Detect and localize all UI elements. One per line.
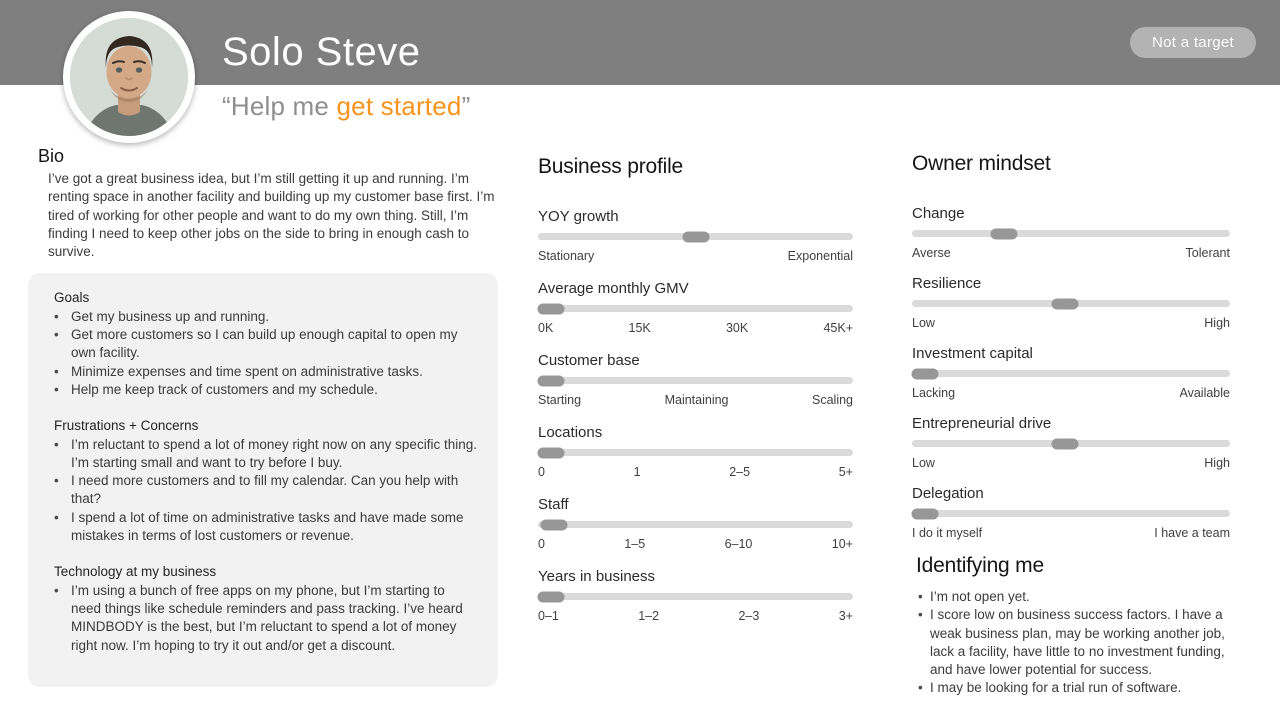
bullet-text: Help me keep track of customers and my schedule.	[71, 381, 378, 397]
slider-scale	[538, 320, 853, 336]
slider-label: Investment capital	[912, 345, 1033, 362]
slider-handle[interactable]	[1051, 438, 1078, 449]
bullet-item	[54, 308, 478, 326]
slider-scale-label: Stationary	[538, 249, 595, 263]
bullet-icon: •	[54, 327, 59, 343]
slider-label: Staff	[538, 496, 569, 513]
slider-scale-label: 0	[538, 465, 545, 479]
slider-scale-label: 2–3	[738, 609, 760, 623]
persona-detail-section	[54, 563, 478, 654]
slider-handle[interactable]	[682, 231, 709, 242]
slider-scale-label: Available	[1179, 386, 1230, 400]
slider-handle[interactable]	[991, 228, 1018, 239]
slider-track[interactable]	[912, 440, 1230, 447]
avatar-photo	[70, 18, 188, 136]
owner-mindset-sliders	[912, 204, 1230, 541]
bio-column	[28, 146, 498, 687]
bullet-item	[912, 588, 1248, 606]
slider-label: Resilience	[912, 275, 982, 292]
slider-scale-label: High	[1204, 456, 1230, 470]
slider-handle[interactable]	[537, 591, 564, 602]
slider-scale	[538, 536, 853, 552]
slider-track[interactable]	[538, 305, 853, 312]
bullet-text: I need more customers and to fill my calendar. Can you help with that?	[71, 473, 459, 507]
persona-detail-section	[54, 417, 478, 545]
slider-track[interactable]	[912, 510, 1230, 517]
slider-group	[538, 495, 853, 552]
slider-track[interactable]	[538, 233, 853, 240]
slider-label: Entrepreneurial drive	[912, 415, 1052, 432]
bullet-text: I score low on business success factors. I have a weak business plan, may be working another job, lack a facility, have little to no investment funding, and have lower potential for success.	[930, 607, 1225, 678]
persona-detail-section	[54, 289, 478, 399]
slider-scale	[912, 385, 1230, 401]
slider-scale-label: 3+	[838, 609, 853, 623]
slider-scale-label: High	[1204, 316, 1230, 330]
bullet-text: I’m reluctant to spend a lot of money right now on any specific thing. I’m starting small and want to try before I buy.	[71, 436, 477, 470]
slider-scale-label: Maintaining	[664, 393, 729, 407]
slider-group	[538, 423, 853, 480]
slider-scale-label: Scaling	[812, 393, 853, 407]
slider-scale-label: 1–5	[624, 537, 646, 551]
not-a-target-badge[interactable]: Not a target	[1130, 27, 1256, 58]
slider-handle[interactable]	[540, 519, 567, 530]
bullet-item	[54, 582, 478, 655]
slider-track[interactable]	[538, 521, 853, 528]
slider-scale-label: 30K	[725, 321, 749, 335]
bullet-text: Get my business up and running.	[71, 308, 270, 324]
bullet-icon: •	[54, 308, 59, 324]
slider-scale-label: Exponential	[787, 249, 853, 263]
slider-track[interactable]	[912, 370, 1230, 377]
slider-scale-label: 45K+	[823, 321, 853, 335]
slider-scale-label: 2–5	[729, 465, 751, 479]
slider-scale	[538, 248, 853, 264]
bullet-item	[912, 606, 1248, 679]
bullet-icon: •	[54, 582, 59, 598]
slider-group	[538, 279, 853, 336]
bullet-item	[54, 381, 478, 399]
slider-scale-label: 0–1	[538, 609, 559, 623]
bullet-icon: •	[918, 680, 923, 696]
slider-scale-label: 10+	[831, 537, 853, 551]
details-card	[28, 273, 498, 687]
slider-scale-label: 6–10	[724, 537, 753, 551]
slider-handle[interactable]	[1051, 298, 1078, 309]
slider-group	[912, 204, 1230, 261]
bullet-icon: •	[54, 381, 59, 397]
bullet-text: I’m not open yet.	[930, 589, 1030, 604]
business-profile-heading: Business profile	[538, 155, 684, 178]
slider-label: Delegation	[912, 485, 984, 502]
slider-group	[912, 414, 1230, 471]
slider-scale-label: 1–2	[638, 609, 660, 623]
bullet-item	[912, 679, 1248, 697]
slider-scale	[538, 608, 853, 624]
detail-section-heading: Technology at my business	[54, 564, 217, 580]
slider-scale-label: Tolerant	[1185, 246, 1230, 260]
slider-label: YOY growth	[538, 208, 619, 225]
slider-scale	[538, 464, 853, 480]
slider-scale-label: I do it myself	[912, 526, 983, 540]
slider-handle[interactable]	[537, 375, 564, 386]
slider-label: Average monthly GMV	[538, 280, 689, 297]
bullet-icon: •	[918, 607, 923, 623]
slider-scale-label: Averse	[912, 246, 951, 260]
identifying-me-list	[912, 588, 1248, 698]
slider-handle[interactable]	[537, 303, 564, 314]
bullet-icon: •	[918, 589, 923, 604]
slider-group	[538, 567, 853, 624]
slider-scale-label: 0K	[538, 321, 554, 335]
slider-group	[912, 344, 1230, 401]
quote-highlight: get started	[336, 91, 462, 121]
slider-label: Years in business	[538, 568, 656, 585]
slider-scale-label: I have a team	[1154, 526, 1230, 540]
slider-track[interactable]	[538, 377, 853, 384]
bullet-text: Get more customers so I can build up enough capital to open my own facility.	[71, 327, 458, 361]
slider-track[interactable]	[912, 230, 1230, 237]
slider-scale-label: Starting	[538, 393, 582, 407]
bullet-item	[54, 472, 478, 509]
slider-scale-label: 5+	[838, 465, 853, 479]
quote-open: “	[222, 91, 231, 121]
bullet-icon: •	[54, 509, 59, 525]
business-profile-sliders	[538, 207, 853, 624]
slider-track[interactable]	[538, 593, 853, 600]
business-profile-section	[538, 155, 853, 639]
bullet-item	[54, 436, 478, 473]
bio-text: I’ve got a great business idea, but I’m still getting it up and running. I’m renting space in another facility and building up my customer base first. I’m tired of working for other people and want to do my own thing. Still, I’m finding I need to keep other jobs on the side to bring in enough cash to survive.	[48, 171, 495, 260]
slider-scale	[912, 245, 1230, 261]
bullet-text: I’m using a bunch of free apps on my phone, but I’m starting to need things like schedule reminders and pass tracking. I’ve heard MINDBODY is the best, but I’m reluctant to spend a lot of money right now. I’m hoping to try it out and/or get a discount.	[71, 582, 463, 653]
slider-scale-label: Low	[912, 316, 935, 330]
slider-label: Change	[912, 205, 965, 222]
slider-track[interactable]	[912, 300, 1230, 307]
quote-close: ”	[461, 91, 471, 121]
owner-mindset-section	[912, 152, 1256, 698]
bullet-item	[54, 326, 478, 363]
avatar	[63, 11, 195, 143]
bullet-text: I may be looking for a trial run of software.	[930, 680, 1182, 696]
bio-heading: Bio	[38, 146, 65, 166]
slider-group	[912, 274, 1230, 331]
slider-scale-label: Low	[912, 456, 935, 470]
bullet-icon: •	[54, 473, 59, 489]
slider-handle[interactable]	[537, 447, 564, 458]
slider-scale	[912, 315, 1230, 331]
slider-group	[538, 207, 853, 264]
persona-name: Solo Steve	[222, 30, 421, 74]
bullet-text: Minimize expenses and time spent on administrative tasks.	[71, 363, 423, 379]
slider-group	[538, 351, 853, 408]
slider-scale	[912, 455, 1230, 471]
bullet-item	[54, 509, 478, 546]
slider-scale-label: 15K	[628, 321, 651, 335]
slider-track[interactable]	[538, 449, 853, 456]
slider-handle[interactable]	[911, 368, 938, 379]
slider-scale-label: 1	[633, 465, 641, 479]
owner-mindset-heading: Owner mindset	[912, 152, 1051, 175]
identifying-me-heading: Identifying me	[916, 554, 1044, 577]
slider-handle[interactable]	[911, 508, 938, 519]
bullet-icon: •	[54, 436, 59, 452]
slider-scale-label: 0	[538, 537, 545, 551]
slider-scale-label: Lacking	[912, 386, 956, 400]
person-portrait-icon	[70, 18, 188, 136]
slider-scale	[538, 392, 853, 408]
bullet-item	[54, 363, 478, 381]
bullet-text: I spend a lot of time on administrative tasks and have made some mistakes in terms of lost customers or revenue.	[71, 509, 464, 544]
quote-lead: Help me	[230, 91, 337, 121]
persona-quote	[222, 91, 470, 122]
slider-label: Locations	[538, 424, 603, 441]
slider-group	[912, 484, 1230, 541]
slider-scale	[912, 525, 1230, 541]
bullet-icon: •	[54, 363, 59, 379]
detail-section-heading: Goals	[54, 290, 90, 306]
detail-section-heading: Frustrations + Concerns	[54, 418, 199, 434]
slider-label: Customer base	[538, 352, 640, 369]
